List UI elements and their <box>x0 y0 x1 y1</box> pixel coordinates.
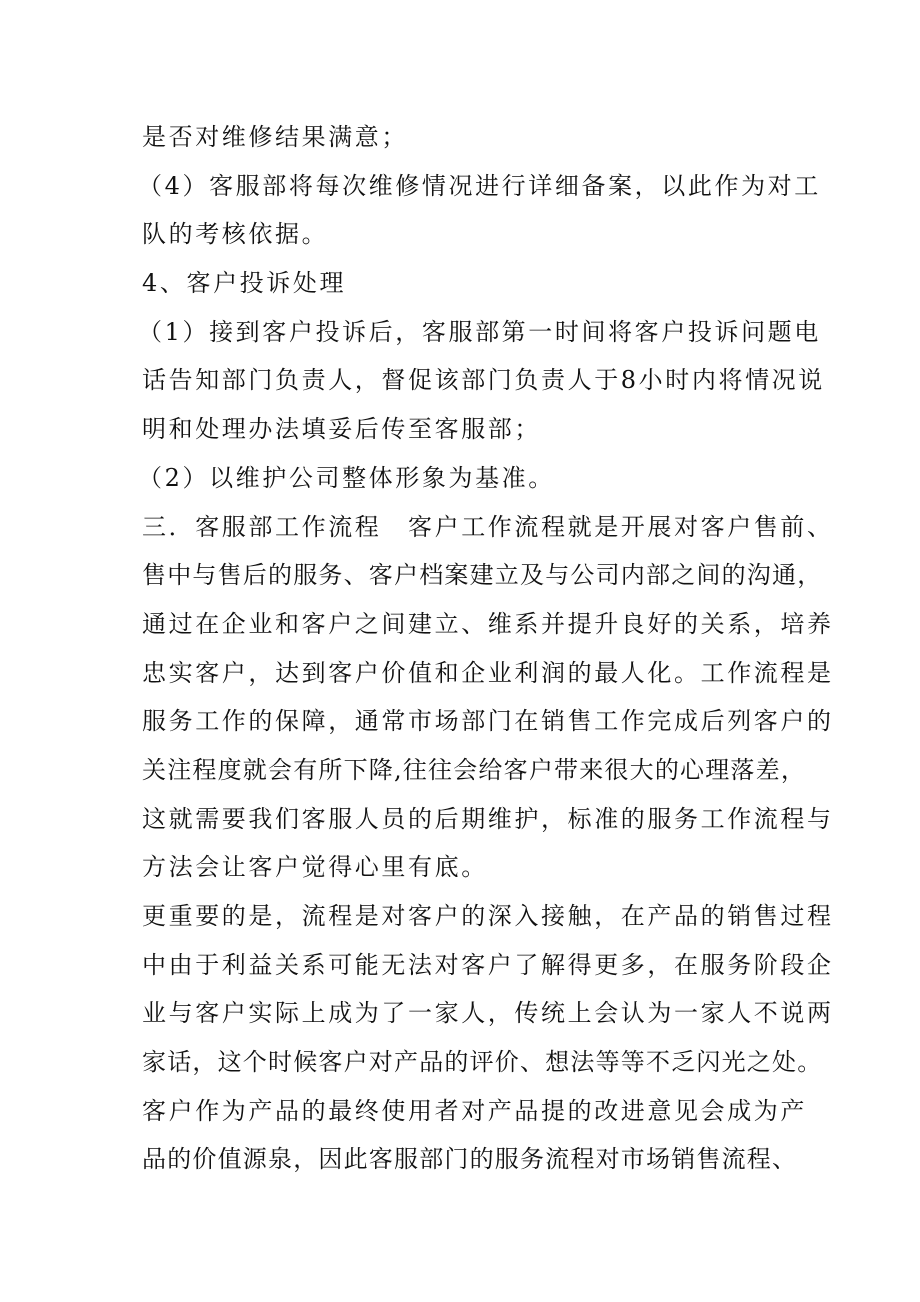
text-line: 忠实客户，达到客户价值和企业利润的最人化。工作流程是 <box>142 658 834 687</box>
text-line: 关注程度就会有所下降,往往会给客户带来很大的心理落差， <box>142 755 807 784</box>
text-line: 更重要的是，流程是对客户的深入接触，在产品的销售过程 <box>142 902 834 930</box>
text-line: 售中与售后的服务、客户档案建立及与公司内部之间的沟通， <box>142 561 823 590</box>
body-text <box>138 113 834 1184</box>
text-line: 业与客户实际上成为了一家人，传统上会认为一家人不说两 <box>142 999 834 1028</box>
text-line: 明和处理办法填妥后传至客服部； <box>142 415 541 444</box>
text-line: 方法会让客户觉得心里有底。 <box>142 853 488 882</box>
text-line: 客户作为产品的最终使用者对产品提的改进意见会成为产 <box>142 1096 807 1125</box>
section-heading: 4、客户投诉处理 <box>142 269 347 298</box>
text-line: 话告知部门负责人，督促该部门负责人于8小时内将情况说 <box>142 366 825 395</box>
text-line: 这就需要我们客服人员的后期维护，标准的服务工作流程与 <box>142 804 834 833</box>
text-line: （2）以维护公司整体形象为基准。 <box>138 463 555 492</box>
text-line: 中由于利益关系可能无法对客户了解得更多，在服务阶段企 <box>142 950 834 979</box>
text-line: （1）接到客户投诉后，客服部第一时间将客户投诉问题电 <box>138 317 821 346</box>
text-line: 服务工作的保障，通常市场部门在销售工作完成后列客户的 <box>142 707 834 736</box>
text-line: 家话，这个时候客户对产品的评价、想法等等不乏闪光之处。 <box>142 1048 823 1077</box>
section-heading: 三．客服部工作流程 客户工作流程就是开展对客户售前、 <box>142 512 834 541</box>
text-line: 品的价值源泉，因此客服部门的服务流程对市场销售流程、 <box>142 1145 798 1174</box>
text-line: 通过在企业和客户之间建立、维系并提升良好的关系，培养 <box>142 609 834 638</box>
text-line: 队的考核依据。 <box>142 220 329 249</box>
text-line: 是否对维修结果满意； <box>142 123 408 151</box>
text-line: （4）客服部将每次维修情况进行详细备案，以此作为对工 <box>138 171 821 200</box>
